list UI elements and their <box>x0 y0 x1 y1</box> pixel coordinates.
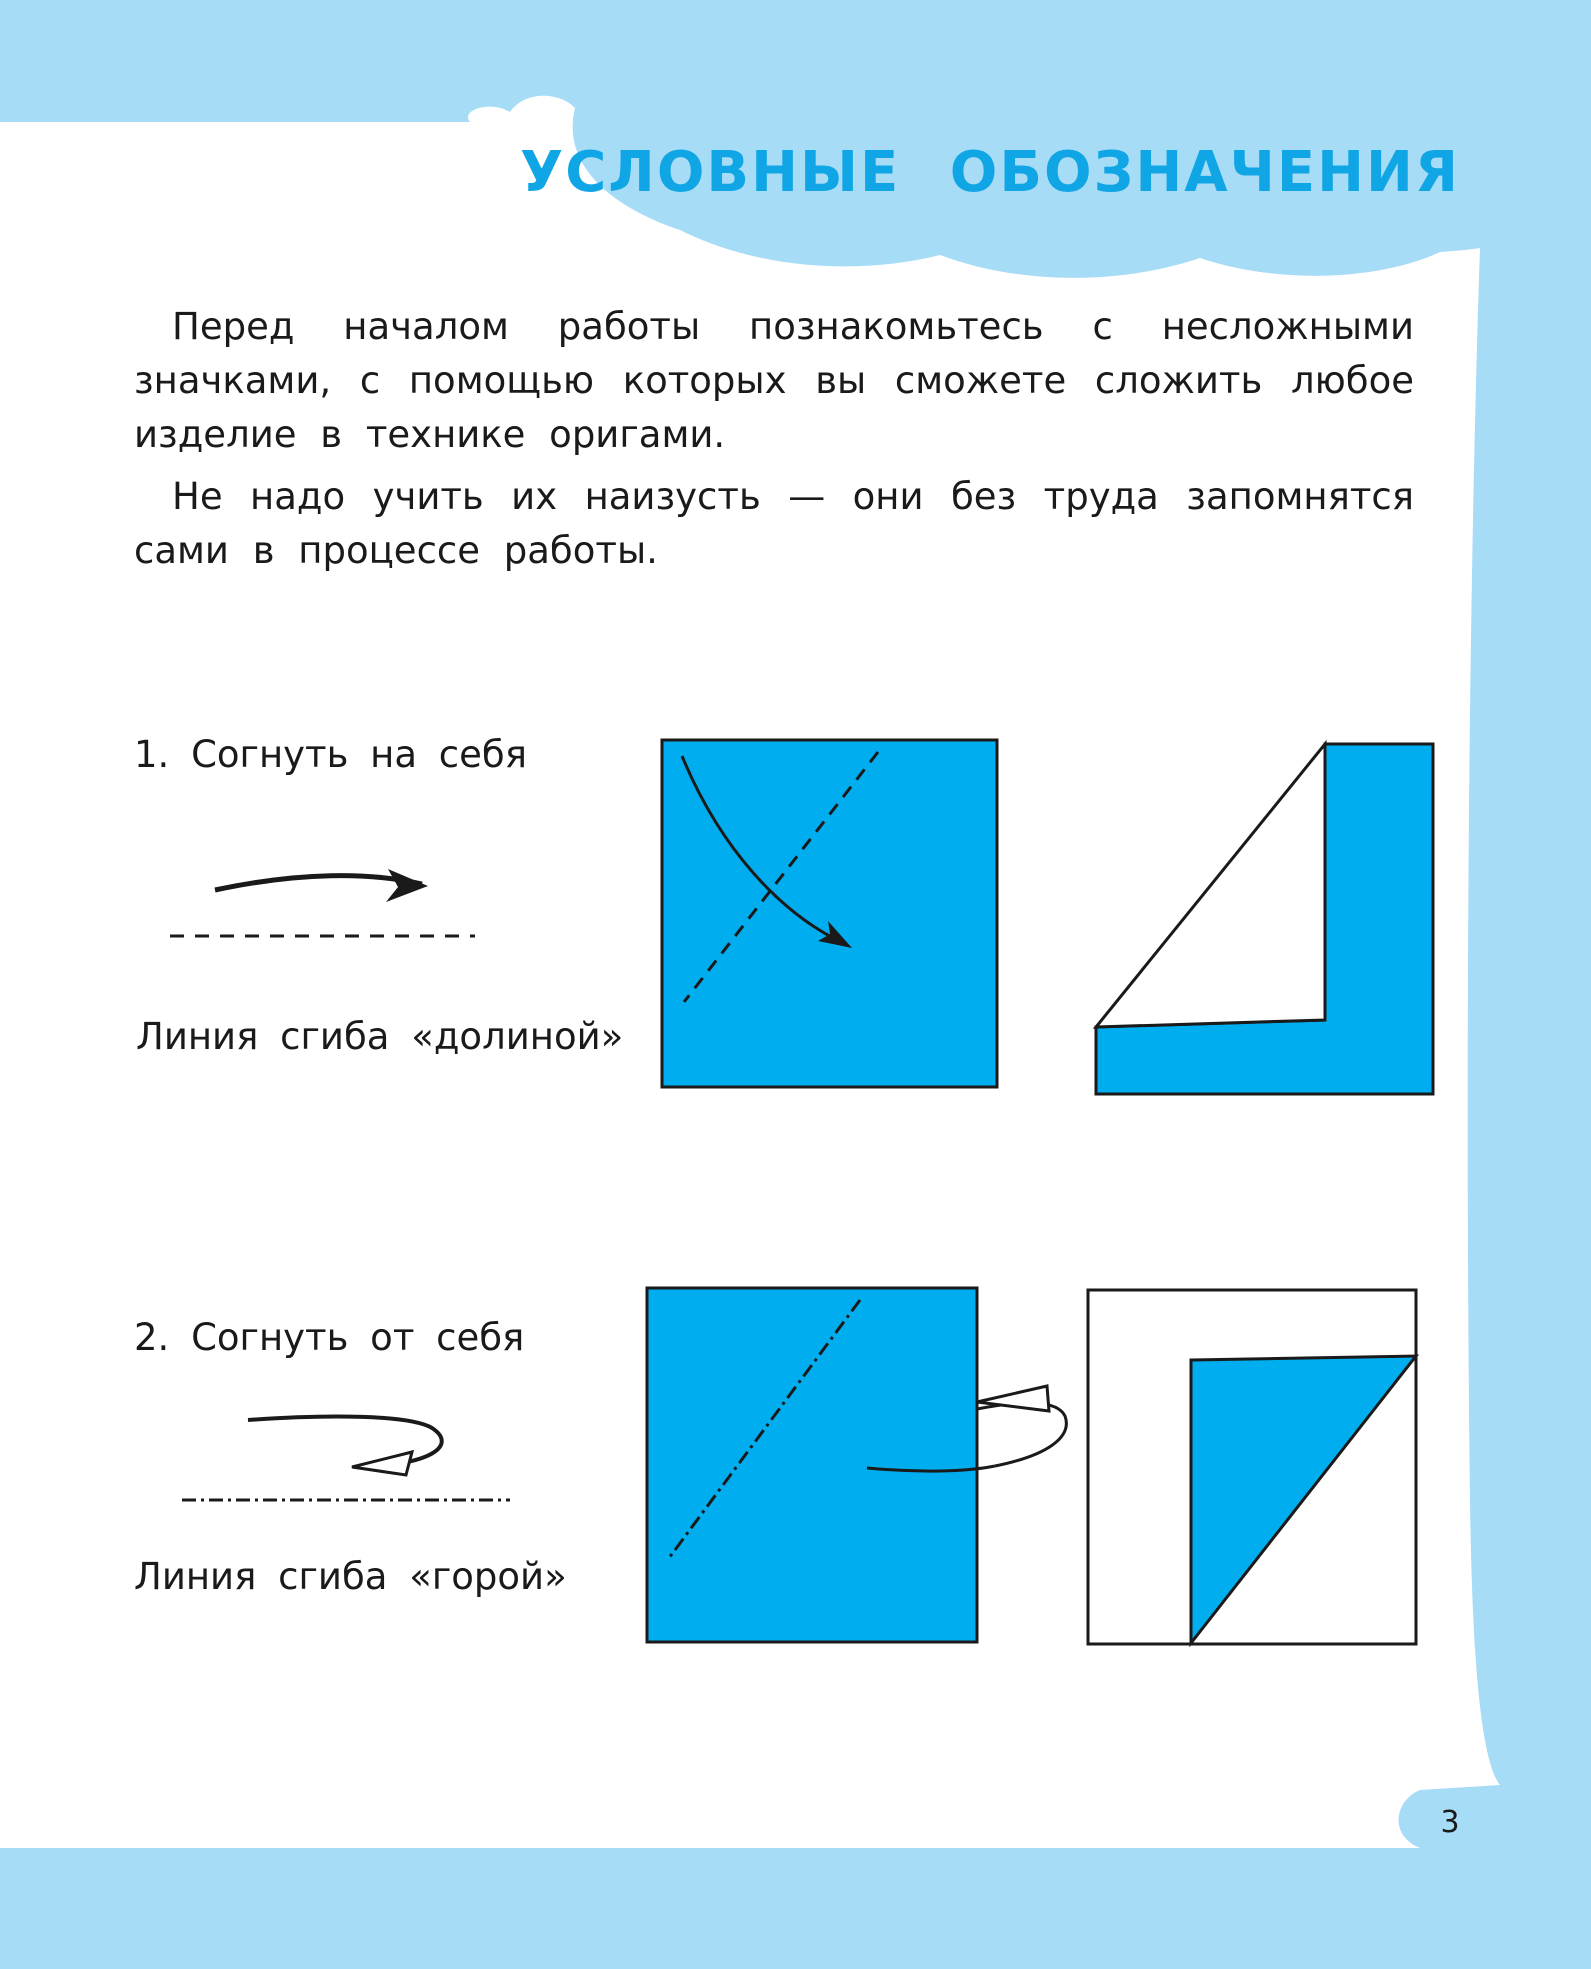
fold-arrow-head <box>386 869 428 902</box>
paper-square <box>647 1288 977 1642</box>
page-number: 3 <box>1440 1805 1460 1840</box>
symbol-2-caption: Линия сгиба «горой» <box>134 1555 567 1598</box>
mountain-fold-result <box>1085 1288 1420 1648</box>
valley-fold-symbol <box>160 860 490 950</box>
folded-flap-white <box>1096 744 1325 1027</box>
fold-arrow-return <box>977 1403 1066 1466</box>
symbol-1-caption: Линия сгиба «долиной» <box>136 1015 624 1058</box>
valley-fold-square <box>660 738 1000 1088</box>
valley-fold-result <box>1090 742 1435 1097</box>
symbol-2-title: 2. Согнуть от себя <box>134 1316 525 1359</box>
intro-paragraph-1: Перед началом работы познакомьтесь с несложными значками, с помощью которых вы сможете сложить любое изделие в технике оригами. <box>134 305 1414 456</box>
fold-arrow-line <box>248 1416 442 1467</box>
page-title: УСЛОВНЫЕ ОБОЗНАЧЕНИЯ <box>520 140 1460 205</box>
mountain-fold-symbol <box>170 1400 520 1520</box>
paper-square <box>662 740 997 1087</box>
intro-paragraph-2: Не надо учить их наизусть — они без труда запомнятся сами в процессе работы. <box>134 475 1414 572</box>
fold-arrow-head <box>352 1452 412 1475</box>
symbol-1-title: 1. Согнуть на себя <box>134 733 527 776</box>
mountain-fold-square <box>645 1286 1075 1646</box>
fold-arrow-line <box>215 876 422 890</box>
